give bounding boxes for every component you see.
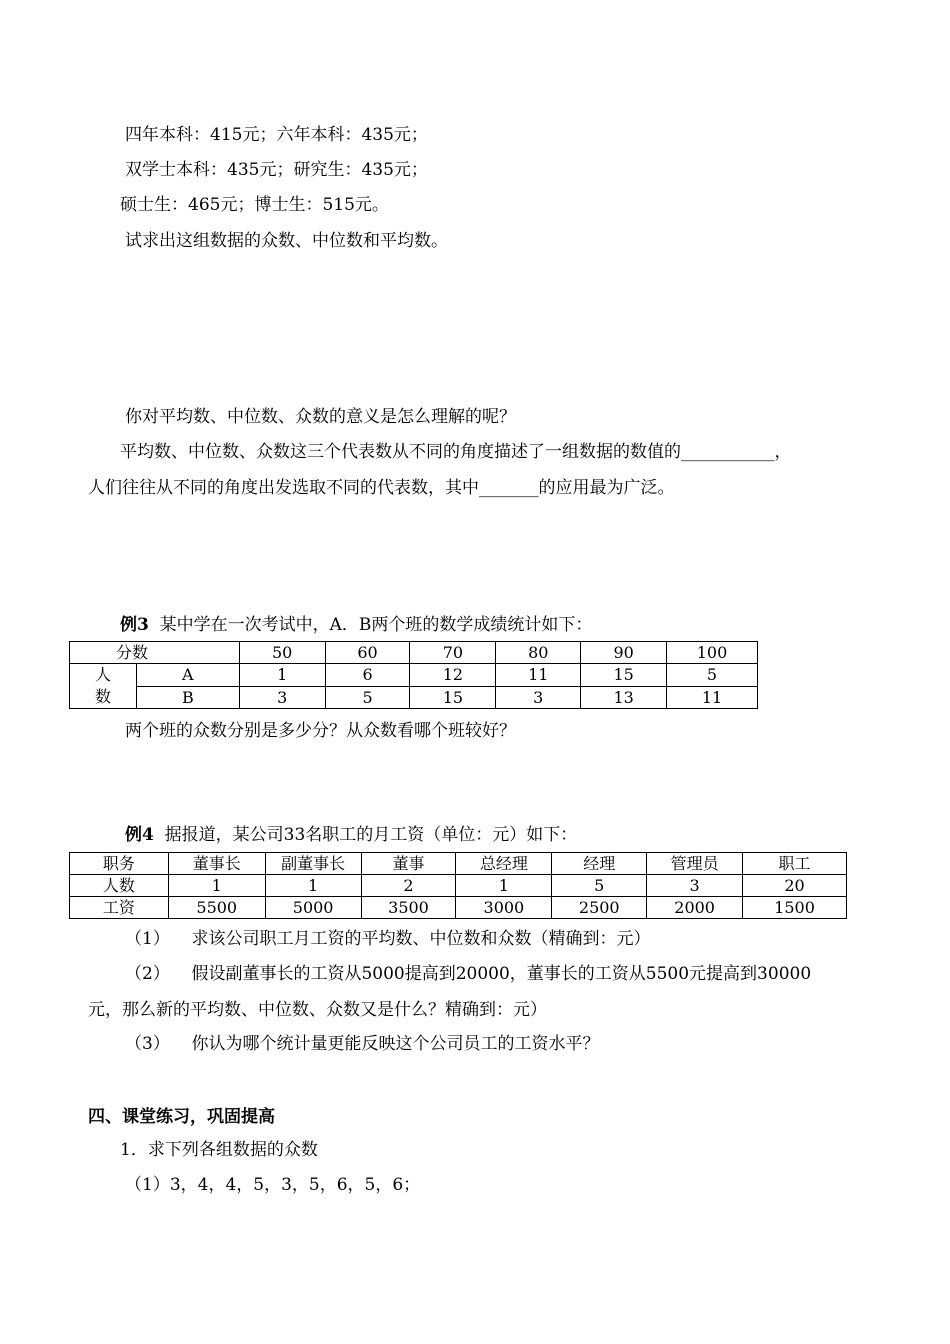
class-a-label: A [136, 664, 239, 687]
score-cell: 100 [667, 642, 758, 664]
table-row [70, 853, 847, 875]
example3-table [69, 641, 758, 709]
wage-cell: 5500 [168, 897, 265, 919]
position-cell: 经理 [552, 853, 647, 875]
example3-text: 某中学在一次考试中，A．B两个班的数学成绩统计如下： [159, 615, 593, 635]
position-cell: 职工 [743, 853, 847, 875]
count-cell: 3 [239, 686, 325, 709]
example4-q3 [125, 1033, 599, 1055]
meaning-line-2: 人们往往从不同的角度出发选取不同的代表数，其中_______的应用最为广泛。 [88, 478, 675, 498]
class-b-label: B [136, 686, 239, 709]
score-header: 分数 [70, 642, 240, 664]
count-cell: 11 [496, 664, 581, 687]
meaning-question: 你对平均数、中位数、众数的意义是怎么理解的呢？ [125, 407, 516, 427]
people-char-1: 人 [94, 665, 111, 684]
table-row [70, 875, 847, 897]
count-header: 人数 [70, 875, 169, 897]
example4-text: 据报道，某公司33名职工的月工资（单位：元）如下： [164, 825, 578, 845]
q3-number: （3） [125, 1034, 170, 1054]
count-cell: 3 [647, 875, 743, 897]
section4-item-1: 1．求下列各组数据的众数 [120, 1140, 318, 1160]
q1-text: 求该公司职工月工资的平均数、中位数和众数（精确到：元） [191, 929, 651, 949]
wage-header: 工资 [70, 897, 169, 919]
count-cell: 3 [496, 686, 581, 709]
table-row [70, 897, 847, 919]
wage-cell: 3000 [456, 897, 552, 919]
intro-line-2: 双学士本科：435元；研究生：435元； [125, 160, 428, 180]
count-cell: 1 [239, 664, 325, 687]
count-cell: 5 [552, 875, 647, 897]
count-cell: 20 [743, 875, 847, 897]
intro-line-4: 试求出这组数据的众数、中位数和平均数。 [125, 231, 448, 251]
wage-cell: 2000 [647, 897, 743, 919]
q2-text: 假设副董事长的工资从5000提高到20000，董事长的工资从5500元提高到30000 [191, 964, 812, 984]
example4-label: 例4 [125, 825, 154, 845]
position-cell: 副董事长 [265, 853, 361, 875]
count-cell: 6 [325, 664, 410, 687]
position-header: 职务 [70, 853, 169, 875]
count-cell: 11 [667, 686, 758, 709]
wage-cell: 5000 [265, 897, 361, 919]
intro-line-3: 硕士生：465元；博士生：515元。 [120, 195, 389, 215]
wage-cell: 3500 [361, 897, 456, 919]
q2-number: （2） [125, 964, 170, 984]
score-cell: 50 [239, 642, 325, 664]
count-cell: 15 [581, 664, 667, 687]
table-row [70, 642, 758, 664]
count-cell: 1 [456, 875, 552, 897]
people-char-2: 数 [94, 687, 111, 706]
section4-item-1-1: （1）3，4，4，5，3，5，6，5，6； [125, 1175, 421, 1195]
table-row [70, 664, 758, 687]
position-cell: 总经理 [456, 853, 552, 875]
score-cell: 70 [410, 642, 496, 664]
count-cell: 2 [361, 875, 456, 897]
count-cell: 1 [265, 875, 361, 897]
example4-table [69, 852, 847, 919]
count-cell: 1 [168, 875, 265, 897]
score-cell: 90 [581, 642, 667, 664]
position-cell: 管理员 [647, 853, 743, 875]
example4-q2-continued: 元，那么新的平均数、中位数、众数又是什么？精确到：元） [88, 1000, 547, 1020]
example4-heading [125, 824, 577, 846]
count-cell: 5 [325, 686, 410, 709]
count-cell: 13 [581, 686, 667, 709]
example3-question: 两个班的众数分别是多少分？从众数看哪个班较好？ [125, 721, 516, 741]
count-cell: 15 [410, 686, 496, 709]
example4-q2 [125, 963, 811, 985]
position-cell: 董事长 [168, 853, 265, 875]
meaning-line-1: 平均数、中位数、众数这三个代表数从不同的角度描述了一组数据的数值的___________， [120, 442, 792, 462]
section4-title: 四、课堂练习，巩固提高 [88, 1107, 275, 1127]
example3-heading [120, 614, 592, 636]
q1-number: （1） [125, 929, 170, 949]
example3-label: 例3 [120, 615, 149, 635]
score-cell: 60 [325, 642, 410, 664]
wage-cell: 1500 [743, 897, 847, 919]
count-cell: 12 [410, 664, 496, 687]
count-cell: 5 [667, 664, 758, 687]
q3-text: 你认为哪个统计量更能反映这个公司员工的工资水平？ [191, 1034, 600, 1054]
wage-cell: 2500 [552, 897, 647, 919]
score-cell: 80 [496, 642, 581, 664]
people-header [70, 664, 137, 709]
table-row [70, 686, 758, 709]
intro-line-1: 四年本科：415元；六年本科：435元； [125, 125, 428, 145]
example4-q1 [125, 928, 650, 950]
position-cell: 董事 [361, 853, 456, 875]
